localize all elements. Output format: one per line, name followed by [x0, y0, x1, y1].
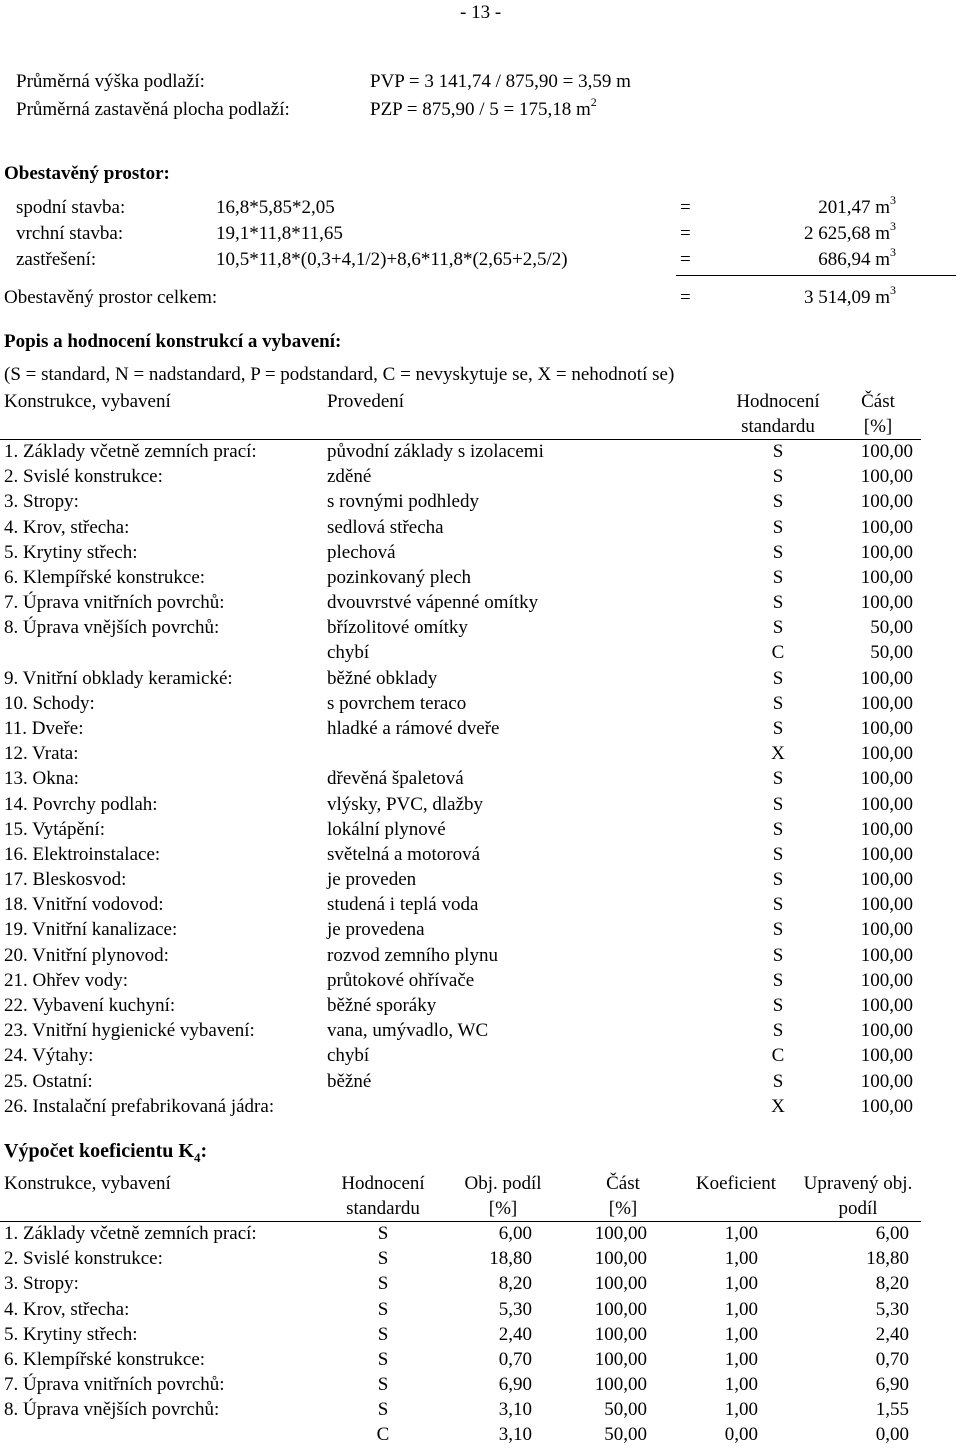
average-label: Průměrná výška podlaží: [16, 71, 205, 92]
construction-name: 10. Schody: [4, 692, 95, 714]
construction-execution: dřevěná špaletová [327, 768, 464, 790]
construction-name: 25. Ostatní: [4, 1070, 93, 1092]
built-space-equals: = [680, 249, 691, 270]
built-space-equals: = [680, 197, 691, 218]
construction-execution: vlýsky, PVC, dlažby [327, 793, 484, 815]
k4-row-name: 3. Stropy: [4, 1273, 79, 1295]
construction-rating: S [772, 717, 784, 739]
construction-execution: vana, umývadlo, WC [327, 1020, 489, 1042]
construction-rating: S [772, 692, 784, 714]
built-space-formula: 19,1*11,8*11,65 [216, 223, 343, 244]
average-formula-text: PVP = 3 141,74 / 875,90 = 3,59 m [370, 71, 631, 92]
k4-row-name: 8. Úprava vnějších povrchů: [4, 1399, 220, 1421]
construction-share: 100,00 [860, 566, 913, 588]
k4-row-name: 7. Úprava vnitřních povrchů: [4, 1374, 225, 1396]
k4-row-share: 50,00 [604, 1424, 647, 1446]
built-space-total-equals: = [680, 287, 691, 308]
construction-rating: S [772, 541, 784, 563]
construction-name: 20. Vnitřní plynovod: [4, 944, 169, 966]
construction-rating: S [772, 516, 784, 538]
built-space-label: vrchní stavba: [16, 223, 124, 244]
k4-header-weight: Obj. podíl [464, 1173, 542, 1194]
k4-header-share: Část [606, 1173, 640, 1194]
construction-name: 15. Vytápění: [4, 818, 105, 840]
construction-share: 100,00 [860, 768, 913, 790]
k4-header-weight-2: [%] [488, 1198, 518, 1219]
construction-rating: S [772, 466, 784, 488]
k4-row-weight: 2,40 [498, 1323, 532, 1345]
construction-execution: rozvod zemního plynu [327, 944, 498, 966]
construction-execution: sedlová střecha [327, 516, 444, 538]
k4-row-name: 1. Základy včetně zemních prací: [4, 1223, 257, 1244]
construction-name: 7. Úprava vnitřních povrchů: [4, 592, 225, 614]
col-header-rating: Hodnocení [736, 391, 820, 412]
construction-execution: chybí [327, 642, 370, 664]
k4-header-rule [0, 1221, 921, 1222]
k4-row-weight: 3,10 [498, 1399, 532, 1421]
k4-row-coef: 1,00 [724, 1273, 758, 1295]
k4-row-adjusted: 0,00 [875, 1424, 909, 1446]
construction-execution: běžné [327, 1070, 372, 1092]
construction-share: 100,00 [860, 1020, 913, 1042]
construction-name: 8. Úprava vnějších povrchů: [4, 617, 220, 639]
construction-share: 100,00 [860, 944, 913, 966]
construction-execution: chybí [327, 1045, 370, 1067]
construction-name: 16. Elektroinstalace: [4, 843, 161, 865]
k4-header-rating: Hodnocení [341, 1173, 425, 1194]
construction-name: 12. Vrata: [4, 743, 79, 765]
k4-row-share: 100,00 [594, 1298, 647, 1320]
construction-rating: S [772, 818, 784, 840]
construction-name: 4. Krov, střecha: [4, 516, 130, 538]
construction-execution: dvouvrstvé vápenné omítky [327, 592, 539, 614]
k4-heading-subscript: 4 [193, 1150, 201, 1165]
average-formula-exponent: 2 [590, 94, 597, 109]
k4-row-share: 100,00 [594, 1348, 647, 1370]
constructions-header-rule [0, 439, 921, 440]
construction-share: 100,00 [860, 969, 913, 991]
construction-execution: s rovnými podhledy [327, 491, 479, 513]
average-label: Průměrná zastavěná plocha podlaží: [16, 99, 290, 120]
col-header-execution: Provedení [327, 391, 405, 412]
k4-row-weight: 0,70 [498, 1348, 532, 1370]
k4-header-coef: Koeficient [695, 1173, 777, 1194]
k4-row-name: 5. Krytiny střech: [4, 1323, 138, 1345]
k4-header-construction: Konstrukce, vybavení [4, 1173, 171, 1194]
construction-rating: S [772, 894, 784, 916]
k4-row-rating: S [377, 1374, 389, 1396]
k4-row-share: 50,00 [604, 1399, 647, 1421]
construction-share: 100,00 [860, 441, 913, 462]
construction-name: 23. Vnitřní hygienické vybavení: [4, 1020, 255, 1042]
construction-name: 9. Vnitřní obklady keramické: [4, 667, 233, 689]
built-space-divider [676, 275, 956, 276]
construction-share: 100,00 [860, 994, 913, 1016]
construction-share: 100,00 [860, 1070, 913, 1092]
construction-share: 50,00 [870, 617, 913, 639]
k4-row-coef: 1,00 [724, 1223, 758, 1244]
k4-row-adjusted: 18,80 [866, 1248, 909, 1270]
k4-row-weight: 6,00 [498, 1223, 532, 1244]
construction-execution: lokální plynové [327, 818, 446, 840]
construction-rating: S [772, 592, 784, 614]
construction-name: 14. Povrchy podlah: [4, 793, 158, 815]
k4-row-share: 100,00 [594, 1248, 647, 1270]
k4-row-share: 100,00 [594, 1223, 647, 1244]
construction-share: 100,00 [860, 717, 913, 739]
construction-rating: S [772, 1020, 784, 1042]
k4-header-share-2: [%] [608, 1198, 638, 1219]
construction-rating: S [772, 566, 784, 588]
construction-share: 50,00 [870, 642, 913, 664]
average-formula [370, 71, 631, 93]
construction-share: 100,00 [860, 491, 913, 513]
construction-share: 100,00 [860, 1095, 913, 1117]
built-space-value-exponent: 3 [890, 218, 896, 233]
k4-row-rating: S [377, 1399, 389, 1421]
k4-heading [4, 1140, 208, 1165]
construction-rating: S [772, 768, 784, 790]
construction-rating: S [772, 843, 784, 865]
construction-name: 5. Krytiny střech: [4, 541, 138, 563]
k4-header-rating-2: standardu [346, 1198, 420, 1219]
construction-share: 100,00 [860, 818, 913, 840]
construction-share: 100,00 [860, 743, 913, 765]
built-space-label: zastřešení: [16, 249, 97, 270]
k4-row-weight: 18,80 [489, 1248, 532, 1270]
k4-row-coef: 1,00 [724, 1348, 758, 1370]
k4-row-weight: 3,10 [498, 1424, 532, 1446]
built-space-formula: 10,5*11,8*(0,3+4,1/2)+8,6*11,8*(2,65+2,5/2) [216, 249, 568, 270]
average-formula-text: PZP = 875,90 / 5 = 175,18 m [370, 99, 591, 120]
rating-legend: (S = standard, N = nadstandard, P = podstandard, C = nevyskytuje se, X = nehodnotí se) [4, 364, 675, 385]
construction-execution: je provedena [327, 919, 425, 941]
construction-name: 24. Výtahy: [4, 1045, 94, 1067]
col-header-rating-2: standardu [741, 416, 815, 437]
k4-row-adjusted: 0,70 [875, 1348, 909, 1370]
built-space-value-exponent: 3 [890, 244, 896, 259]
construction-name: 17. Bleskosvod: [4, 869, 127, 891]
construction-execution: původní základy s izolacemi [327, 441, 544, 462]
construction-share: 100,00 [860, 541, 913, 563]
k4-row-share: 100,00 [594, 1323, 647, 1345]
k4-row-weight: 6,90 [498, 1374, 532, 1396]
col-header-share-2: [%] [863, 416, 893, 437]
page-number: - 13 - [460, 2, 502, 23]
construction-execution: zděné [327, 466, 372, 488]
construction-share: 100,00 [860, 894, 913, 916]
construction-rating: S [772, 441, 784, 462]
k4-row-name: 4. Krov, střecha: [4, 1298, 130, 1320]
built-space-total-value-text: 3 514,09 m [803, 287, 890, 308]
construction-execution: pozinkovaný plech [327, 566, 472, 588]
construction-execution: světelná a motorová [327, 843, 481, 865]
built-space-equals: = [680, 223, 691, 244]
k4-row-coef: 0,00 [724, 1424, 758, 1446]
k4-row-rating: C [376, 1424, 390, 1446]
k4-row-share: 100,00 [594, 1273, 647, 1295]
construction-name: 2. Svislé konstrukce: [4, 466, 163, 488]
col-header-construction: Konstrukce, vybavení [4, 391, 171, 412]
built-space-value [700, 192, 896, 219]
construction-rating: S [772, 793, 784, 815]
construction-rating: S [772, 869, 784, 891]
construction-rating: S [772, 667, 784, 689]
k4-row-adjusted: 6,90 [875, 1374, 909, 1396]
constructions-heading: Popis a hodnocení konstrukcí a vybavení: [4, 331, 342, 352]
k4-header-adjusted-2: podíl [838, 1198, 878, 1219]
built-space-heading: Obestavěný prostor: [4, 163, 170, 184]
construction-name: 18. Vnitřní vodovod: [4, 894, 164, 916]
construction-execution: hladké a rámové dveře [327, 717, 500, 739]
construction-rating: S [772, 919, 784, 941]
construction-name: 11. Dveře: [4, 717, 84, 739]
average-formula [370, 94, 597, 121]
construction-share: 100,00 [860, 843, 913, 865]
construction-name: 19. Vnitřní kanalizace: [4, 919, 178, 941]
construction-rating: S [772, 969, 784, 991]
k4-heading-text: Výpočet koeficientu K [4, 1140, 194, 1162]
construction-rating: C [771, 1045, 785, 1067]
k4-row-rating: S [377, 1298, 389, 1320]
construction-name: 6. Klempířské konstrukce: [4, 566, 206, 588]
k4-row-name: 2. Svislé konstrukce: [4, 1248, 163, 1270]
construction-execution: průtokové ohřívače [327, 969, 475, 991]
construction-share: 100,00 [860, 1045, 913, 1067]
construction-share: 100,00 [860, 919, 913, 941]
construction-execution: břízolitové omítky [327, 617, 468, 639]
construction-rating: S [772, 491, 784, 513]
k4-row-coef: 1,00 [724, 1323, 758, 1345]
k4-row-adjusted: 1,55 [875, 1399, 909, 1421]
construction-execution: s povrchem teraco [327, 692, 467, 714]
k4-row-coef: 1,00 [724, 1248, 758, 1270]
k4-row-coef: 1,00 [724, 1298, 758, 1320]
built-space-total-label: Obestavěný prostor celkem: [4, 287, 218, 308]
k4-row-coef: 1,00 [724, 1399, 758, 1421]
built-space-value [700, 244, 896, 271]
k4-header-adjusted: Upravený obj. [803, 1173, 913, 1194]
k4-row-adjusted: 5,30 [875, 1298, 909, 1320]
k4-row-coef: 1,00 [724, 1374, 758, 1396]
construction-name: 13. Okna: [4, 768, 79, 790]
col-header-share: Část [861, 391, 895, 412]
construction-name: 22. Vybavení kuchyní: [4, 994, 176, 1016]
construction-rating: C [771, 642, 785, 664]
construction-share: 100,00 [860, 793, 913, 815]
k4-row-weight: 8,20 [498, 1273, 532, 1295]
construction-execution: je proveden [327, 869, 417, 891]
construction-share: 100,00 [860, 516, 913, 538]
construction-rating: S [772, 617, 784, 639]
construction-rating: X [771, 743, 785, 765]
k4-row-share: 100,00 [594, 1374, 647, 1396]
construction-name: 3. Stropy: [4, 491, 79, 513]
construction-execution: plechová [327, 541, 396, 563]
k4-row-adjusted: 2,40 [875, 1323, 909, 1345]
built-space-total-value-exponent: 3 [890, 282, 896, 297]
k4-row-weight: 5,30 [498, 1298, 532, 1320]
k4-row-rating: S [377, 1273, 389, 1295]
built-space-value-exponent: 3 [890, 192, 896, 207]
construction-rating: X [771, 1095, 785, 1117]
built-space-value-text: 686,94 m [818, 249, 890, 270]
construction-share: 100,00 [860, 592, 913, 614]
built-space-label: spodní stavba: [16, 197, 126, 218]
construction-execution: studená i teplá voda [327, 894, 479, 916]
k4-row-name: 6. Klempířské konstrukce: [4, 1348, 206, 1370]
built-space-total-value [700, 282, 896, 309]
construction-rating: S [772, 994, 784, 1016]
built-space-formula: 16,8*5,85*2,05 [216, 197, 335, 218]
k4-row-adjusted: 8,20 [875, 1273, 909, 1295]
construction-name: 21. Ohřev vody: [4, 969, 129, 991]
built-space-value-text: 201,47 m [818, 197, 890, 218]
construction-rating: S [772, 1070, 784, 1092]
k4-row-rating: S [377, 1323, 389, 1345]
construction-execution: běžné sporáky [327, 994, 437, 1016]
construction-share: 100,00 [860, 692, 913, 714]
construction-execution: běžné obklady [327, 667, 438, 689]
construction-rating: S [772, 944, 784, 966]
k4-row-rating: S [377, 1348, 389, 1370]
construction-name: 26. Instalační prefabrikovaná jádra: [4, 1095, 275, 1117]
k4-row-rating: S [377, 1223, 389, 1244]
built-space-value-text: 2 625,68 m [803, 223, 890, 244]
construction-share: 100,00 [860, 869, 913, 891]
built-space-value [700, 218, 896, 245]
k4-row-rating: S [377, 1248, 389, 1270]
construction-name: 1. Základy včetně zemních prací: [4, 441, 257, 462]
k4-row-adjusted: 6,00 [875, 1223, 909, 1244]
k4-heading-colon: : [200, 1140, 208, 1162]
construction-share: 100,00 [860, 667, 913, 689]
construction-share: 100,00 [860, 466, 913, 488]
